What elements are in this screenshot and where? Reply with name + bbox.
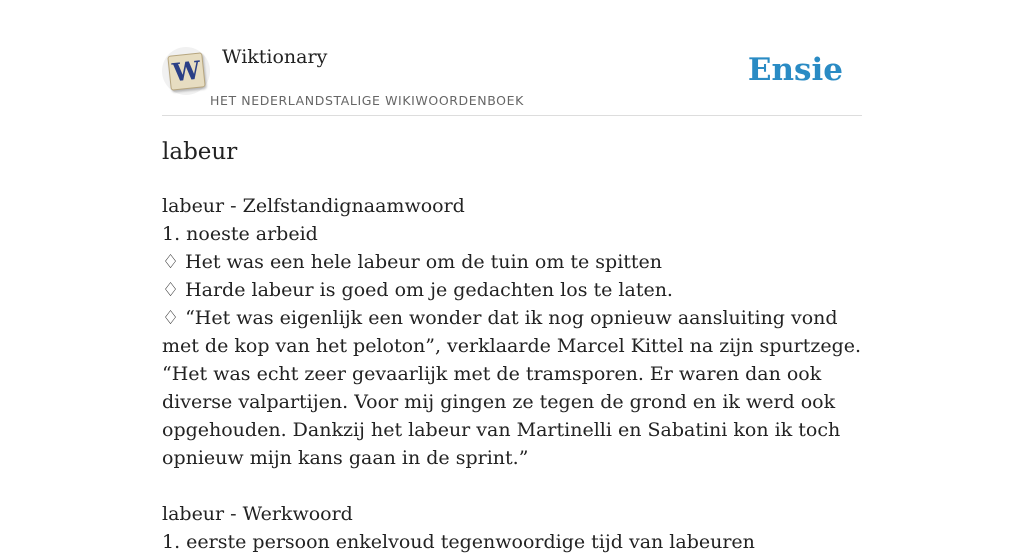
entry-example: ♢ Harde labeur is goed om je gedachten los te laten. [162, 279, 673, 301]
entry-definition: 1. eerste persoon enkelvoud tegenwoordige tijd van labeuren [162, 531, 755, 553]
entry-example: ♢ Het was een hele labeur om de tuin om te spitten [162, 251, 663, 273]
entry-heading: labeur - Werkwoord [162, 503, 353, 525]
header-divider [162, 115, 862, 116]
entry-spacer [162, 472, 864, 500]
entry-heading: labeur - Zelfstandignaamwoord [162, 195, 465, 217]
wiktionary-logo[interactable] [162, 47, 210, 95]
logo-tile-icon: W [167, 52, 205, 90]
entry-content [162, 192, 864, 556]
site-subtitle: HET NEDERLANDSTALIGE WIKIWOORDENBOEK [210, 93, 524, 108]
site-title[interactable]: Wiktionary [222, 46, 328, 68]
entry-example: ♢ “Het was eigenlijk een wonder dat ik nog opnieuw aansluiting vond met de kop van het peloton”, verklaarde Marcel Kittel na zijn spurtzege. “Het was echt zeer gevaarlijk met de tramsporen. Er waren dan ook diverse valpartijen. Voor mij gingen ze tegen de grond en ik werd ook opgehouden. Dankzij het labeur van Martinelli en Sabatini kon ik toch opnieuw mijn kans gaan in de sprint.” [162, 307, 862, 469]
ensie-brand-logo[interactable]: Ensie [747, 52, 843, 88]
entry-definition: 1. noeste arbeid [162, 223, 318, 245]
page-title: labeur [162, 139, 238, 165]
